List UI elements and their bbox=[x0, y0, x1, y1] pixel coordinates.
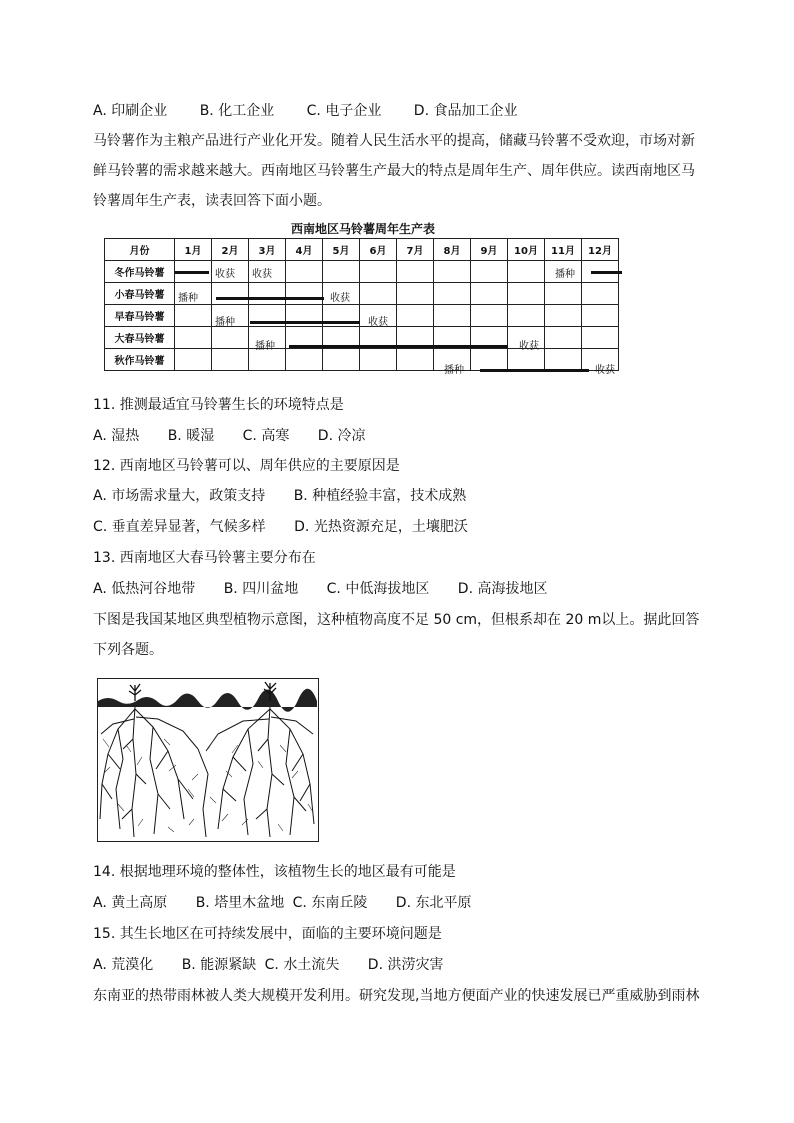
mark-winter-harvest-feb: 收获 bbox=[215, 269, 235, 280]
mark-qiuzuo-harvest: 收获 bbox=[595, 365, 615, 376]
mark-xiaochun-harvest: 收获 bbox=[330, 293, 350, 304]
q13-option-a: A. 低热河谷地带 bbox=[93, 581, 196, 597]
row-name: 小春马铃薯 bbox=[105, 283, 175, 305]
month-3: 3月 bbox=[249, 239, 286, 261]
q13-option-d: D. 高海拔地区 bbox=[457, 581, 548, 597]
q13-option-b: B. 四川盆地 bbox=[223, 581, 299, 597]
q11-option-c: C. 高寒 bbox=[242, 428, 290, 444]
month-8: 8月 bbox=[434, 239, 471, 261]
plant-paragraph: 下图是我国某地区典型植物示意图，这种植物高度不足 50 cm，但根系却在 20 m以上。据此回答下列各题。 bbox=[93, 612, 700, 658]
month-6: 6月 bbox=[360, 239, 397, 261]
q15-stem: 15. 其生长地区在可持续发展中，面临的主要环境问题是 bbox=[93, 926, 442, 942]
q12-options-row1 bbox=[93, 486, 466, 506]
table-title: 西南地区马铃薯周年生产表 bbox=[290, 222, 435, 236]
q12-stem: 12. 西南地区马铃薯可以、周年供应的主要原因是 bbox=[93, 458, 400, 474]
month-1: 1月 bbox=[175, 239, 212, 261]
mark-winter-harvest-mar: 收获 bbox=[252, 269, 272, 280]
q10-option-d: D. 食品加工企业 bbox=[413, 103, 518, 119]
row-name: 冬作马铃薯 bbox=[105, 261, 175, 283]
row-name: 大春马铃薯 bbox=[105, 327, 175, 349]
q12-options-row2 bbox=[93, 517, 468, 537]
growth-bar-zaochun bbox=[250, 321, 360, 324]
q11-option-b: B. 暖湿 bbox=[167, 428, 215, 444]
mark-winter-sow-nov: 播种 bbox=[555, 269, 575, 280]
q12-option-a: A. 市场需求量大，政策支持 bbox=[93, 488, 266, 504]
month-4: 4月 bbox=[286, 239, 323, 261]
mark-zaochun-harvest: 收获 bbox=[368, 317, 388, 328]
q10-option-c: C. 电子企业 bbox=[306, 103, 382, 119]
q11-option-a: A. 湿热 bbox=[93, 428, 140, 444]
growth-bar-qiuzuo bbox=[480, 369, 589, 372]
mark-dachun-sow: 播种 bbox=[255, 341, 275, 352]
q11-option-d: D. 冷凉 bbox=[317, 428, 366, 444]
plant-root-figure bbox=[97, 678, 319, 842]
q10-option-b: B. 化工企业 bbox=[199, 103, 275, 119]
q14-option-c: C. 东南丘陵 bbox=[292, 895, 368, 911]
mark-qiuzuo-sow: 播种 bbox=[444, 365, 464, 376]
row-name: 早春马铃薯 bbox=[105, 305, 175, 327]
mark-dachun-harvest: 收获 bbox=[519, 341, 539, 352]
growth-bar-xiaochun bbox=[216, 297, 324, 300]
month-7: 7月 bbox=[397, 239, 434, 261]
month-10: 10月 bbox=[508, 239, 545, 261]
table-row bbox=[105, 305, 619, 327]
last-paragraph-line: 东南亚的热带雨林被人类大规模开发利用。研究发现,当地方便面产业的快速发展已严重威胁到雨林 bbox=[93, 988, 700, 1004]
month-9: 9月 bbox=[471, 239, 508, 261]
month-2: 2月 bbox=[212, 239, 249, 261]
q14-options bbox=[93, 893, 471, 913]
q15-options bbox=[93, 955, 443, 975]
month-11: 11月 bbox=[545, 239, 582, 261]
mark-zaochun-sow: 播种 bbox=[215, 317, 235, 328]
q14-option-a: A. 黄土高原 bbox=[93, 895, 168, 911]
mark-xiaochun-sow: 播种 bbox=[178, 293, 198, 304]
q13-stem: 13. 西南地区大春马铃薯主要分布在 bbox=[93, 550, 316, 566]
row-name: 秋作马铃薯 bbox=[105, 349, 175, 371]
q15-option-b: B. 能源紧缺 bbox=[181, 957, 257, 973]
month-12: 12月 bbox=[582, 239, 619, 261]
q14-stem: 14. 根据地理环境的整体性，该植物生长的地区最有可能是 bbox=[93, 864, 456, 880]
q13-options bbox=[93, 579, 547, 599]
q13-option-c: C. 中低海拔地区 bbox=[326, 581, 430, 597]
q12-option-d: D. 光热资源充足，土壤肥沃 bbox=[294, 519, 468, 535]
intro-paragraph: 马铃薯作为主粮产品进行产业化开发。随着人民生活水平的提高，储藏马铃薯不受欢迎，市场对新鲜马铃薯的需求越来越大。西南地区马铃薯生产最大的特点是周年生产、周年供应。读西南地区马铃薯周年生产表，读表回答下面小题。 bbox=[93, 133, 695, 209]
q11-options bbox=[93, 426, 365, 446]
growth-bar-winter-dec bbox=[591, 271, 622, 274]
q15-option-c: C. 水土流失 bbox=[264, 957, 340, 973]
q15-option-a: A. 荒漠化 bbox=[93, 957, 154, 973]
table-header-row bbox=[105, 239, 619, 261]
q14-option-b: B. 塔里木盆地 bbox=[195, 895, 285, 911]
header-label: 月份 bbox=[105, 239, 175, 261]
q10-options bbox=[93, 101, 517, 121]
table-row bbox=[105, 349, 619, 371]
q11-stem: 11. 推测最适宜马铃薯生长的环境特点是 bbox=[93, 397, 344, 413]
root-system-illustration bbox=[98, 679, 317, 840]
growth-bar-dachun bbox=[289, 345, 508, 348]
month-5: 5月 bbox=[323, 239, 360, 261]
q10-option-a: A. 印刷企业 bbox=[93, 103, 168, 119]
growth-bar-winter-jan bbox=[175, 271, 209, 274]
q15-option-d: D. 洪涝灾害 bbox=[367, 957, 444, 973]
q14-option-d: D. 东北平原 bbox=[395, 895, 472, 911]
q12-option-c: C. 垂直差异显著，气候多样 bbox=[93, 519, 266, 535]
q12-option-b: B. 种植经验丰富，技术成熟 bbox=[293, 488, 467, 504]
